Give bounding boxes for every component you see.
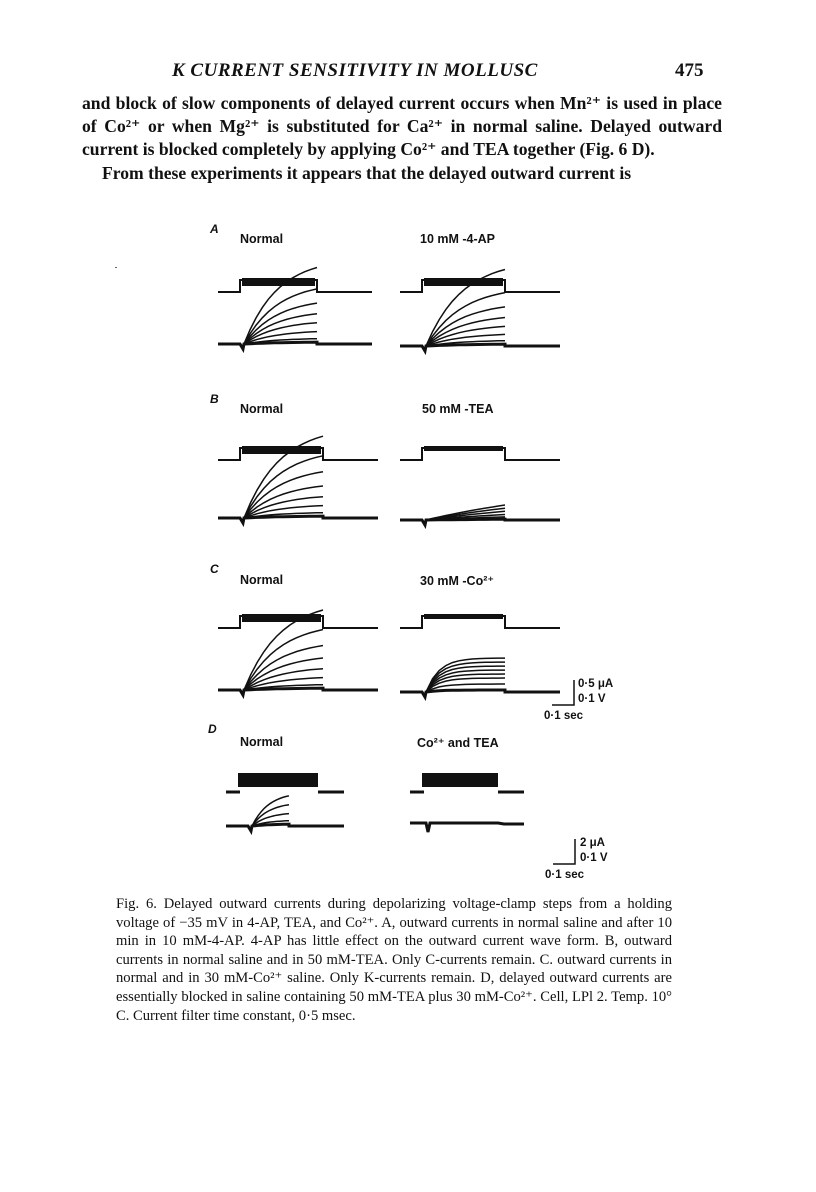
- panel-c-left-label: Normal: [240, 573, 284, 587]
- panel-letter-b: B: [210, 392, 219, 406]
- scale-1-voltage: 0·1 V: [578, 693, 606, 705]
- d-right-voltage-bar: [422, 773, 498, 787]
- body-text: [82, 92, 722, 185]
- running-title: K CURRENT SENSITIVITY IN MOLLUSC: [172, 60, 538, 81]
- panel-d-left-label: Normal: [240, 735, 284, 749]
- a-right-voltage-bar: [424, 278, 503, 286]
- panel-d-right-label: Co²⁺ and TEA: [417, 736, 499, 750]
- scale-1-current: 0·5 μA: [578, 678, 614, 690]
- panel-a-left-label: Normal: [240, 232, 284, 246]
- panel-a-right-label: 10 mM -4-AP: [420, 232, 496, 246]
- d-left-current-trace: [226, 824, 344, 831]
- paragraph: and block of slow components of delayed current occurs when Mn²⁺ is used in place of Co²⁺ or when Mg²⁺ is substituted for Ca²⁺ in normal saline. Delayed outward current is blocked completely by applying Co²⁺ and TEA together (Fig. 6 D).: [82, 93, 722, 160]
- figure-6: [0, 218, 816, 890]
- d-right-current-trace: [410, 823, 524, 832]
- panel-b-left-label: Normal: [240, 402, 284, 416]
- paragraph: From these experiments it appears that the delayed outward current is: [102, 162, 632, 183]
- scale-2-time: 0·1 sec: [545, 869, 585, 881]
- panel-c-right-label: 30 mM -Co²⁺: [420, 574, 494, 588]
- c-right-current-trace: [400, 678, 505, 697]
- d-left-voltage-bar: [238, 773, 318, 787]
- voltage-clamp-traces: [0, 218, 816, 890]
- page-number: 475: [675, 60, 704, 81]
- c-right-voltage-bar: [424, 614, 503, 619]
- b-right-voltage-bar: [424, 446, 503, 451]
- scale-2-current: 2 μA: [580, 837, 605, 849]
- figure-caption: Fig. 6. Delayed outward currents during depolarizing voltage-clamp steps from a holding voltage of −35 mV in 4-AP, TEA, and Co²⁺. A, outward currents in normal saline and after 10 min in 10 mM-4-AP. 4-AP has little effect on the outward current wave form. B, outward currents in normal saline and in 50 mM-TEA. Only C-currents remain. C. outward currents in normal and in 30 mM-Co²⁺ saline. Only K-currents remain. D, delayed outward currents are essentially blocked in saline containing 50 mM-TEA plus 30 mM-Co²⁺. Cell, LPl 2. Temp. 10° C. Current filter time constant, 0·5 msec.: [116, 896, 672, 1024]
- a-left-current-trace: [218, 289, 317, 349]
- panel-letter-c: C: [210, 562, 219, 576]
- panel-b-right-label: 50 mM -TEA: [422, 402, 494, 416]
- a-left-voltage-bar: [242, 278, 315, 286]
- panel-letter-d: D: [208, 722, 217, 736]
- scale-1-time: 0·1 sec: [544, 710, 584, 722]
- page-header: [0, 60, 816, 86]
- scale-2-voltage: 0·1 V: [580, 852, 608, 864]
- panel-letter-a: A: [210, 222, 219, 236]
- scale-bar-2: [553, 839, 575, 864]
- b-left-voltage-bar: [242, 446, 321, 454]
